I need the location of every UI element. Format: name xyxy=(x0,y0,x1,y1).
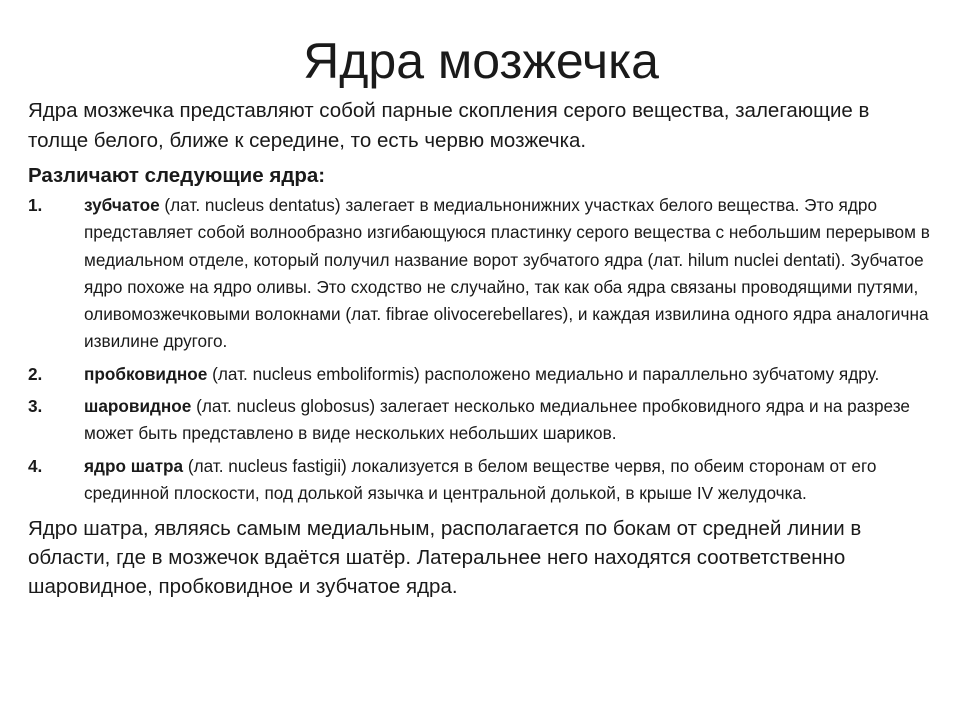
item-description: (лат. nucleus dentatus) залегает в медиальнонижних участках белого вещества. Это ядро представляет собой волнообразно изгибающуюся пластинку серого вещества с небольшим перерывом в медиальном отделе, который получил название ворот зубчатого ядра (лат. hilum nuclei dentati). Зубчатое ядро похоже на ядро оливы. Это сходство не случайно, так как оба ядра связаны проводящими путями, оливомозжечковыми волокнами (лат. fibrae olivocerebellares), и каждая извилина одного ядра аналогична извилине другого. xyxy=(84,195,930,352)
item-term: зубчатое xyxy=(84,195,160,215)
item-term: шаровидное xyxy=(84,396,192,417)
item-description: (лат. nucleus fastigii) локализуется в белом веществе червя, по обеим сторонам от его срединной плоскости, под долькой язычка и центральной долькой, в крыше IV желудочка. xyxy=(84,455,877,503)
item-description: (лат. nucleus emboliformis) расположено медиально и параллельно зубчатому ядру. xyxy=(207,363,880,384)
list-item xyxy=(28,393,934,448)
list-heading: Различают следующие ядра: xyxy=(28,164,326,187)
item-description: (лат. nucleus globosus) залегает несколько медиальнее пробковидного ядра и на разрезе может быть представлено в виде нескольких небольших шариков. xyxy=(84,396,910,444)
item-number: 4. xyxy=(28,455,43,476)
slide-title: Ядра мозжечка xyxy=(303,33,659,89)
nuclei-list xyxy=(28,192,934,507)
item-number: 2. xyxy=(28,363,43,384)
intro-paragraph: Ядра мозжечка представляют собой парные скопления серого вещества, залегающие в толще белого, ближе к середине, то есть червю мозжечка. xyxy=(28,99,870,152)
list-item xyxy=(28,192,934,356)
list-item xyxy=(28,453,934,508)
list-item xyxy=(28,361,934,388)
item-number: 1. xyxy=(28,195,43,215)
item-number: 3. xyxy=(28,396,43,417)
item-term: пробковидное xyxy=(84,363,208,384)
closing-paragraph: Ядро шатра, являясь самым медиальным, располагается по бокам от средней линии в области, где в мозжечок вдаётся шатёр. Латеральнее него находятся соответственно шаровидное, пробковидное и зубчатое ядра. xyxy=(28,517,862,599)
item-term: ядро шатра xyxy=(84,455,184,476)
